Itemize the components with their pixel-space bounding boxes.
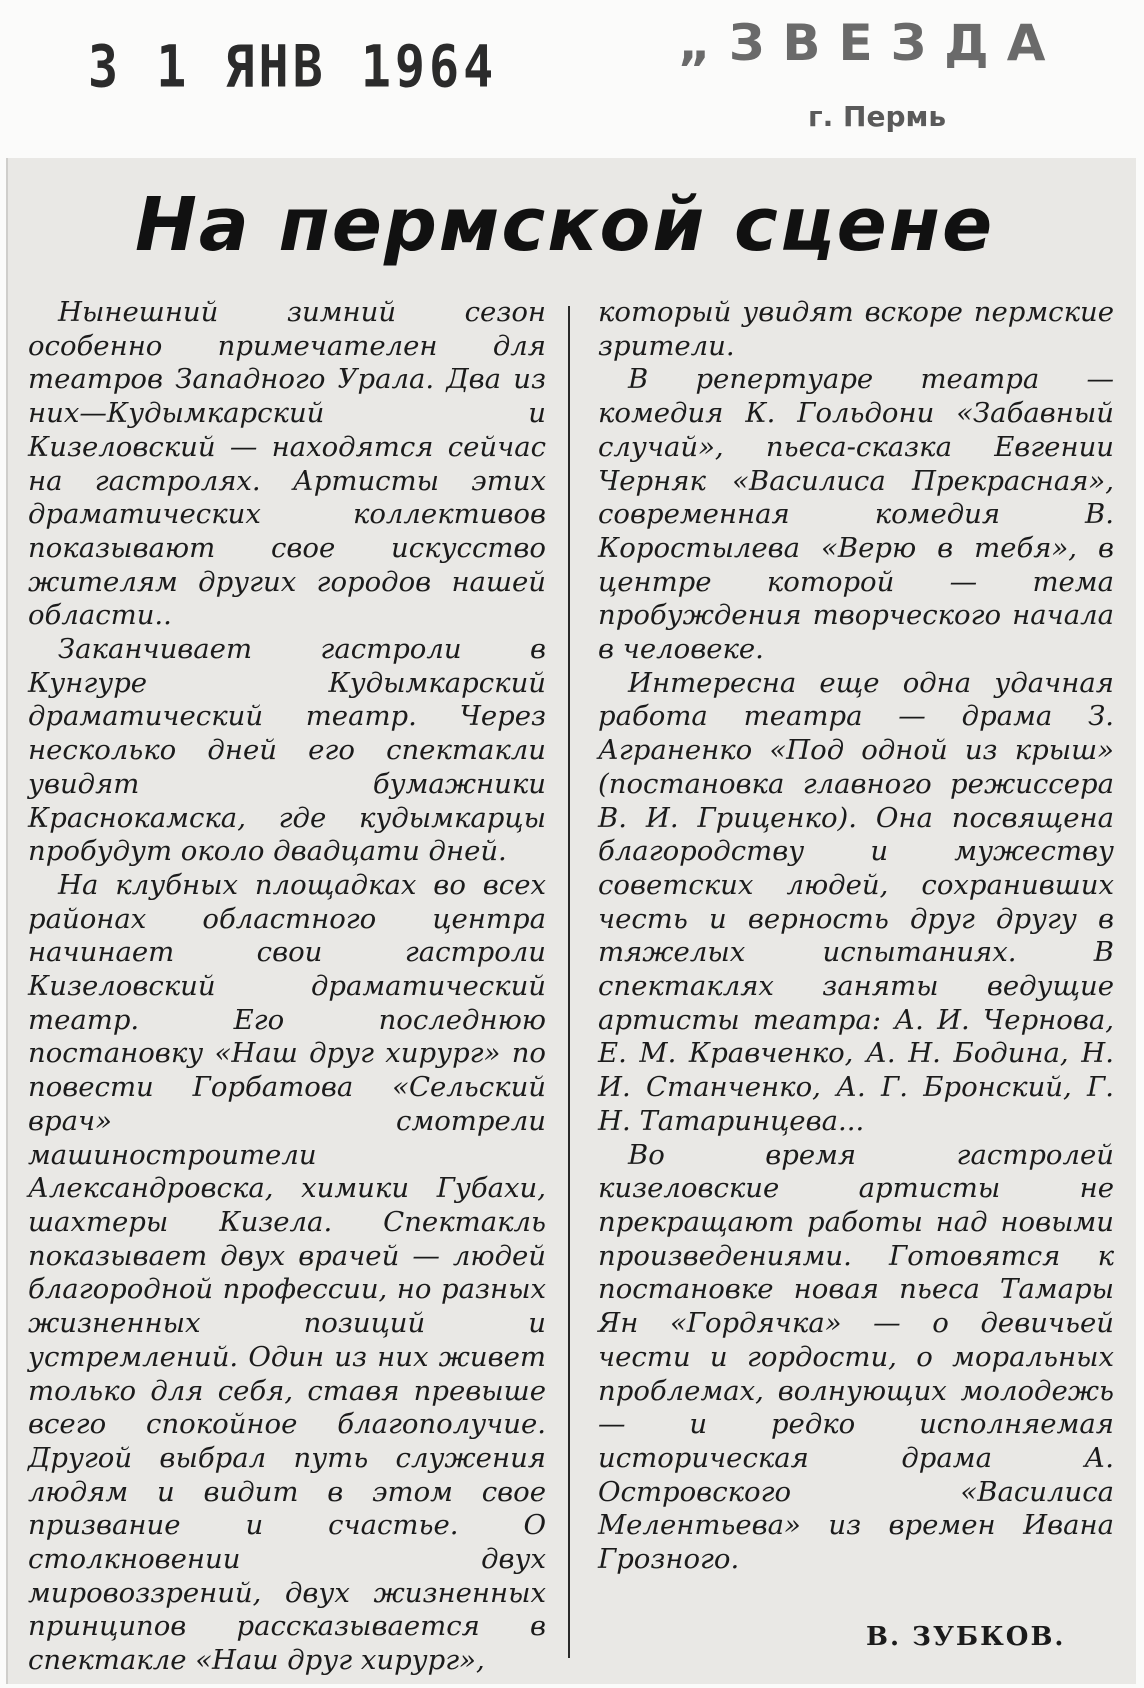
column-divider <box>568 306 570 1658</box>
paragraph: На клубных площадках во всех районах областного центра начинает свои гастроли Кизеловский драматический театр. Его последнюю постановку «Наш друг хирург» по повести Горбатова «Сельский врач» смотрели машиностроители Александровска, химики Губахи, шахтеры Кизела. Спектакль показывает двух врачей — людей благородной профессии, но разных жизненных позиций и устремлений. Один из них живет только для себя, ставя превыше всего спокойное благополучие. Другой выбрал путь служения людям и видит в этом свое призвание и счастье. О столкновении двух мировоззрений, двух жизненных принципов рассказывается в спектакле «Наш друг хирург», <box>28 868 546 1677</box>
paragraph: Нынешний зимний сезон особенно примечателен для театров Западного Урала. Два из них—Кудымкарский и Кизеловский — находятся сейчас на гастролях. Артисты этих драматических коллективов показывают свое искусство жителям других городов нашей области.. <box>28 296 546 632</box>
date-stamp: 3 1 ЯНВ 1964 <box>88 33 498 101</box>
right-column <box>598 296 1114 1577</box>
newspaper-name-stamp: „ЗВЕЗДА <box>678 14 1064 72</box>
paragraph: Во время гастролей кизеловские артисты не прекращают работы над новыми произведениями. Готовятся к постановке новая пьеса Тамары Ян «Гордячка» — о девичьей чести и гордости, о моральных проблемах, волнующих молодежь — и редко исполняемая историческая драма А. Островского «Василиса Мелентьева» из времен Ивана Грозного. <box>598 1138 1114 1576</box>
stamp-area <box>0 0 1144 150</box>
city-stamp: г. Пермь <box>808 100 947 133</box>
article-headline: На пермской сцене <box>135 182 995 268</box>
author-signature: В. ЗУБКОВ. <box>866 1622 1066 1652</box>
left-column <box>28 296 546 1678</box>
paragraph: Заканчивает гастроли в Кунгуре Кудымкарский драматический театр. Через несколько дней его спектакли увидят бумажники Краснокамска, где кудымкарцы пробудут около двадцати дней. <box>28 633 546 868</box>
paragraph: который увидят вскоре пермские зрители. <box>598 296 1114 362</box>
paragraph: Интересна еще одна удачная работа театра — драма З. Аграненко «Под одной из крыш» (постановка главного режиссера В. И. Гриценко). Она посвящена благородству и мужеству советских людей, сохранивших честь и верность друг другу в тяжелых испытаниях. В спектаклях заняты ведущие артисты театра: А. И. Чернова, Е. М. Кравченко, А. Н. Бодина, Н. И. Станченко, А. Г. Бронский, Г. Н. Татаринцева... <box>598 666 1114 1137</box>
paragraph: В репертуаре театра — комедия К. Гольдони «Забавный случай», пьеса-сказка Евгении Черняк «Василиса Прекрасная», современная комедия В. Коростылева «Верю в тебя», в центре которой — тема пробуждения творческого начала в человеке. <box>598 363 1114 666</box>
